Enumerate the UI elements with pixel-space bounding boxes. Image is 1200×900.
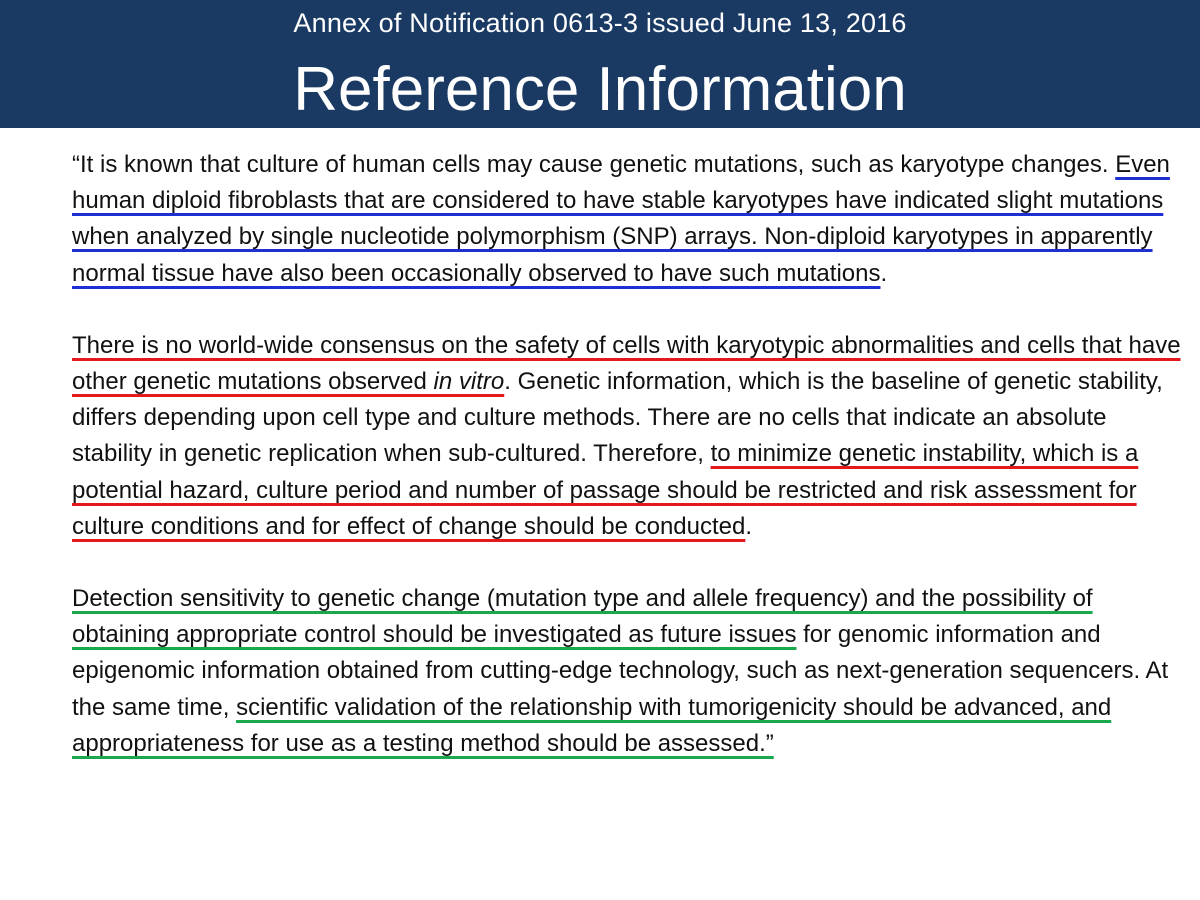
paragraph-karyotype bbox=[72, 147, 1188, 292]
text-segment: . bbox=[745, 512, 753, 540]
text-segment: for genomic information and epigenomic information obtained from cutting-edge technology, such as next-generation sequencers. At the same time, bbox=[72, 621, 1169, 721]
highlight-blue-underline: Even human diploid fibroblasts that are considered to have stable karyotypes have indicated slight mutations when analyzed by single nucleotide polymorphism (SNP) arrays. Non-diploid karyotypes in apparently normal tissue have also been occasionally observed to have such mutations bbox=[72, 151, 1170, 287]
text-segment: “It is known that culture of human cells may cause genetic mutations, such as karyotype changes. bbox=[72, 151, 1116, 178]
title-banner bbox=[0, 0, 1200, 128]
highlight-green-underline: Detection sensitivity to genetic change (mutation type and allele frequency) and the possibility of obtaining appropriate control should be investigated as future issues bbox=[72, 585, 1093, 649]
annex-subtitle: Annex of Notification 0613-3 issued June 13, 2016 bbox=[293, 8, 907, 38]
highlight-red-underline: There is no world-wide consensus on the safety of cells with karyotypic abnormalities and cells that have other genetic mutations observed bbox=[72, 331, 1181, 396]
text-segment: . bbox=[880, 259, 888, 287]
reference-body bbox=[72, 147, 1188, 798]
paragraph-safety-consensus bbox=[72, 328, 1188, 545]
paragraph-detection-sensitivity bbox=[72, 581, 1188, 762]
page-title: Reference Information bbox=[293, 55, 907, 124]
highlight-green-underline: scientific validation of the relationship with tumorigenicity should be advanced, and appropriateness for use as a testing method should be assessed.” bbox=[72, 693, 1112, 757]
highlight-red-underline: to minimize genetic instability, which is a potential hazard, culture period and number of passage should be restricted and risk assessment for culture conditions and for effect of change should be conducted bbox=[72, 440, 1139, 540]
highlight-red-underline-italic: in vitro bbox=[433, 368, 505, 396]
text-segment: . Genetic information, which is the baseline of genetic stability, differs depending upon cell type and culture methods. There are no cells that indicate an absolute stability in genetic replication when sub-cultured. Therefore, bbox=[72, 368, 1163, 468]
